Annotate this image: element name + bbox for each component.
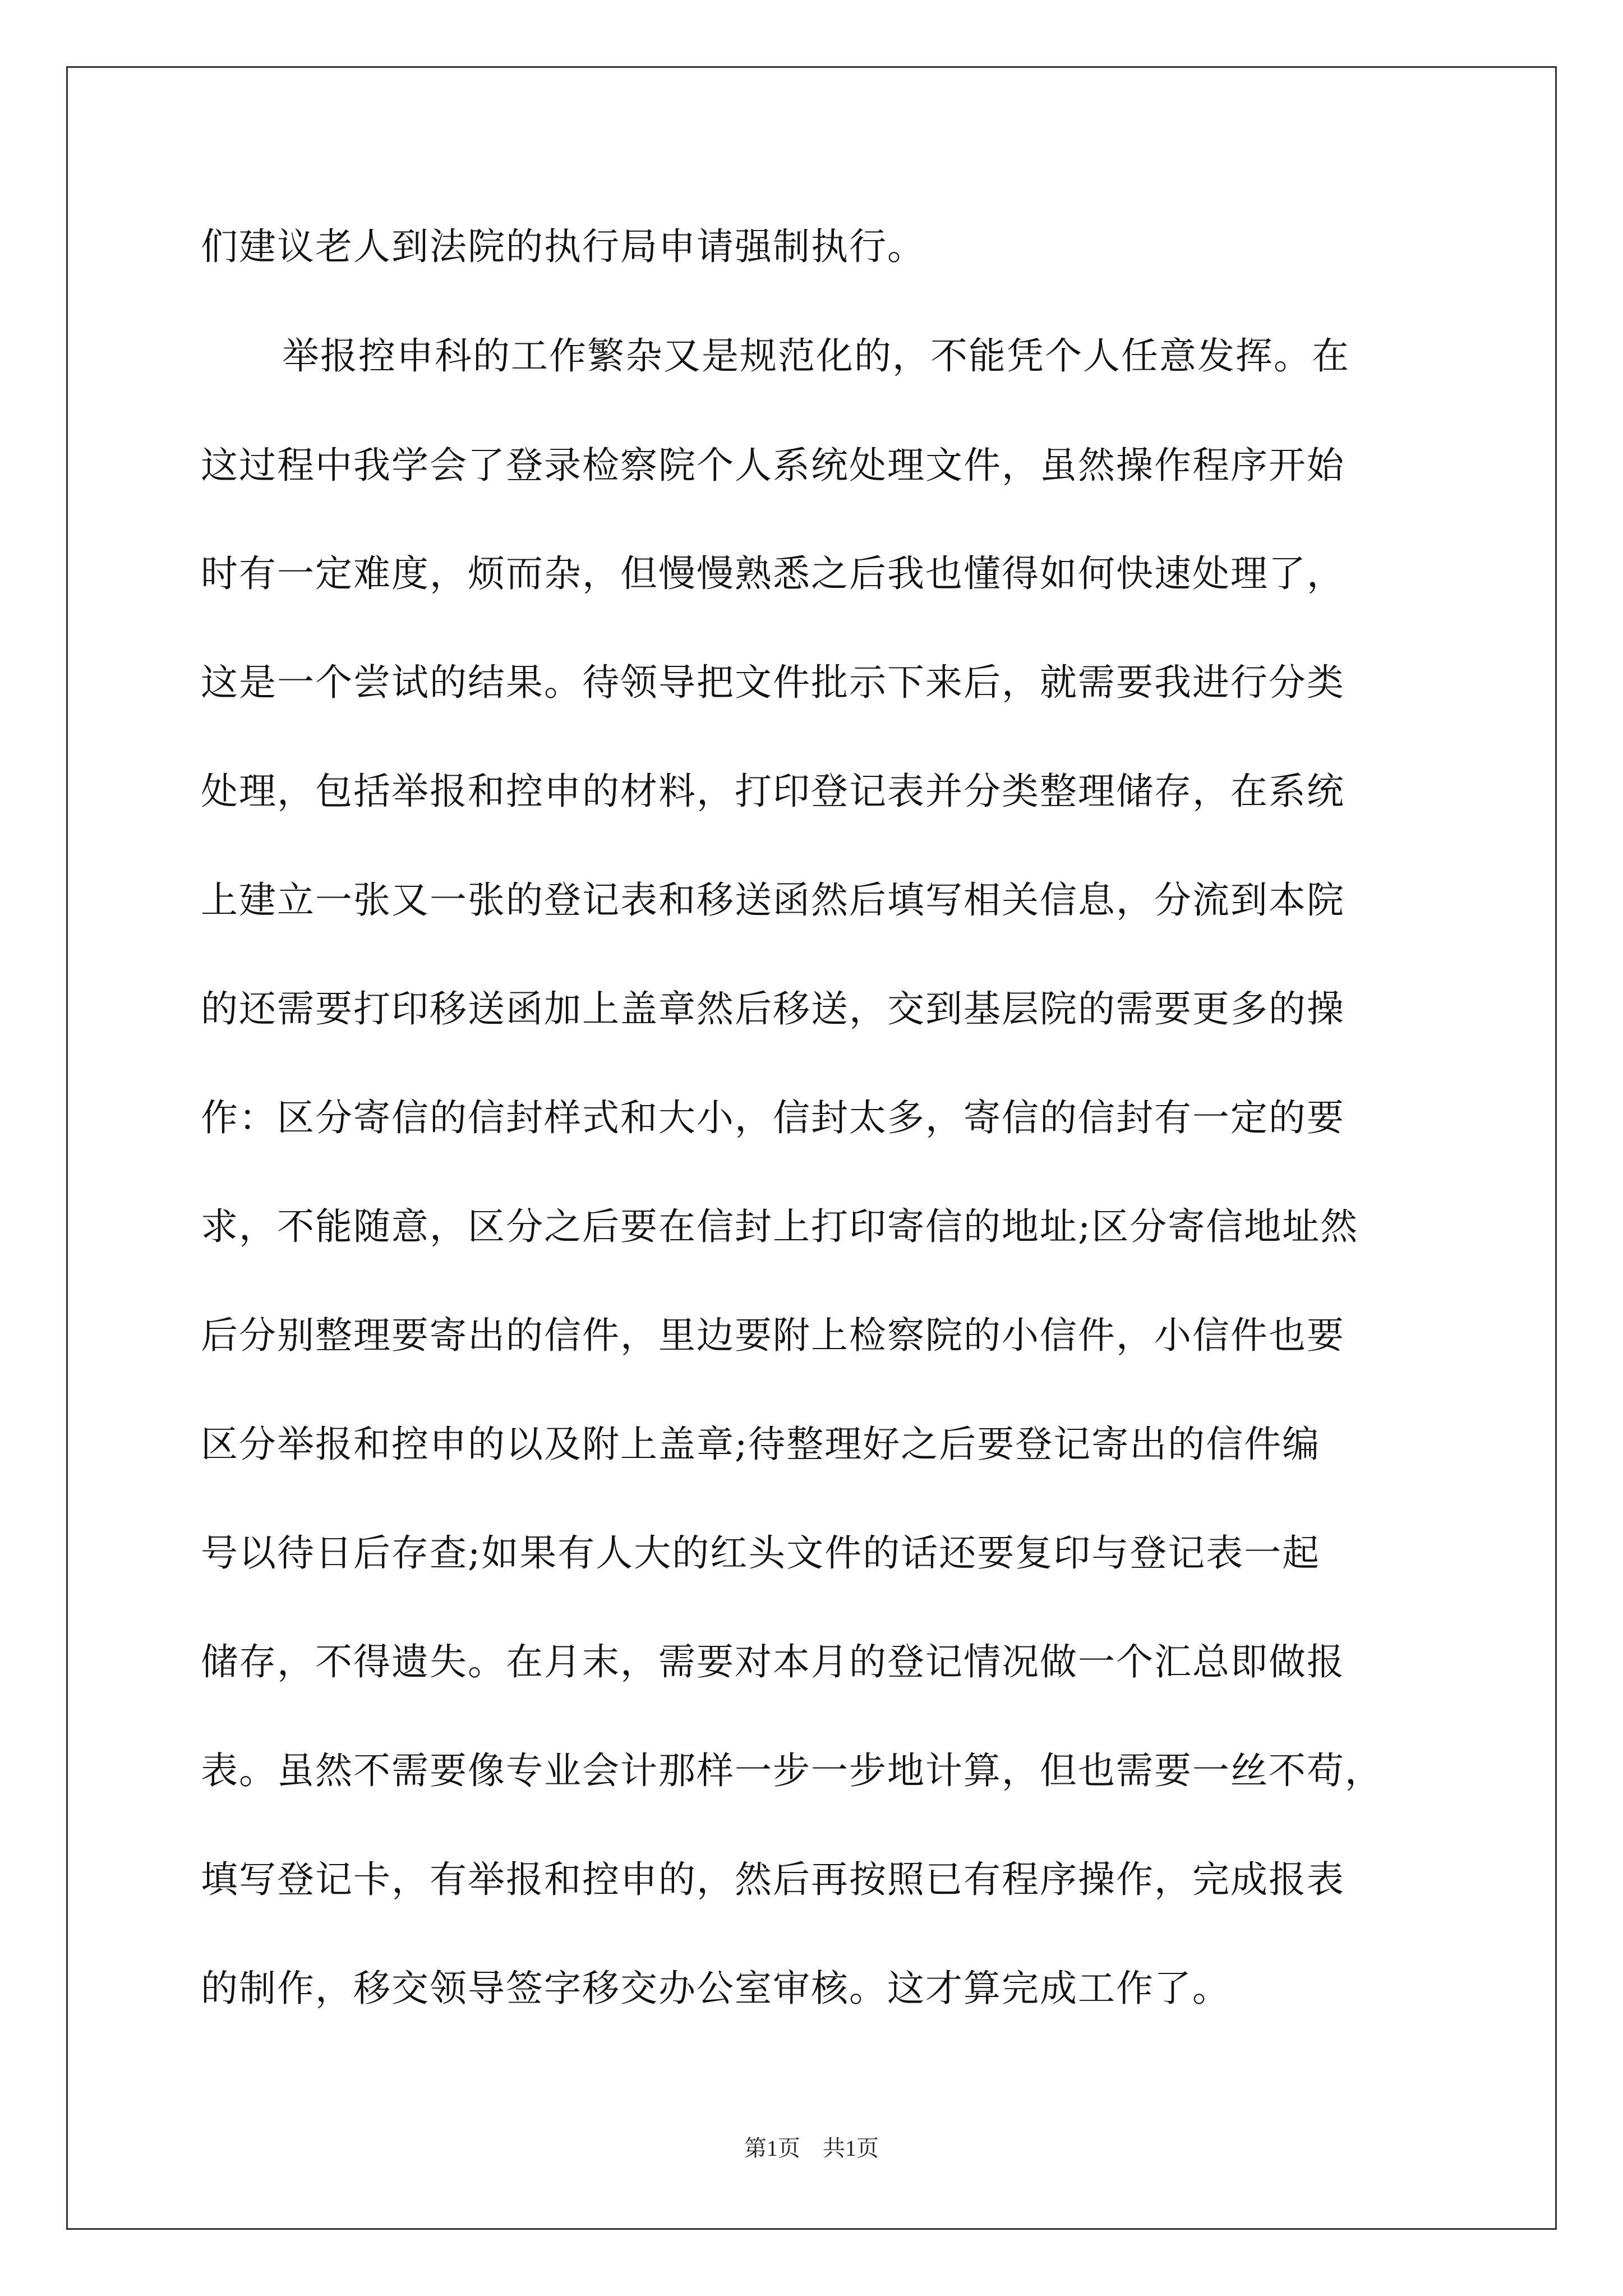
text-line: 后分别整理要寄出的信件，里边要附上检察院的小信件，小信件也要: [201, 1314, 1345, 1357]
text-line: 填写登记卡，有举报和控申的，然后再按照已有程序操作，完成报表: [201, 1858, 1345, 1901]
text-line: 号以待日后存查;如果有人大的红头文件的话还要复印与登记表一起: [201, 1531, 1321, 1575]
page-border: [66, 66, 1557, 2230]
text-line: 表。虽然不需要像专业会计那样一步一步地计算，但也需要一丝不苟，: [201, 1749, 1383, 1792]
paragraph-start-line: 举报控申科的工作繁杂又是规范化的，不能凭个人任意发挥。在: [282, 334, 1350, 378]
text-line: 们建议老人到法院的执行局申请强制执行。: [201, 225, 925, 268]
text-line: 这过程中我学会了登录检察院个人系统处理文件，虽然操作程序开始: [201, 444, 1345, 487]
text-line: 时有一定难度，烦而杂，但慢慢熟悉之后我也懂得如何快速处理了，: [201, 552, 1345, 595]
text-line: 的制作，移交领导签字移交办公室审核。这才算完成工作了。: [201, 1967, 1230, 2010]
text-line: 作：区分寄信的信封样式和大小，信封太多，寄信的信封有一定的要: [201, 1096, 1345, 1139]
text-line: 上建立一张又一张的登记表和移送函然后填写相关信息，分流到本院: [201, 878, 1345, 922]
text-line: 储存，不得遗失。在月末，需要对本月的登记情况做一个汇总即做报: [201, 1640, 1345, 1683]
text-line: 求，不能随意，区分之后要在信封上打印寄信的地址;区分寄信地址然: [201, 1205, 1359, 1248]
text-line: 的还需要打印移送函加上盖章然后移送，交到基层院的需要更多的操: [201, 987, 1345, 1030]
text-line: 区分举报和控申的以及附上盖章;待整理好之后要登记寄出的信件编: [201, 1423, 1321, 1466]
text-line: 处理，包括举报和控申的材料，打印登记表并分类整理储存，在系统: [201, 770, 1345, 813]
text-line: 这是一个尝试的结果。待领导把文件批示下来后，就需要我进行分类: [201, 661, 1345, 704]
page-footer: 第1页 共1页: [744, 2136, 879, 2161]
